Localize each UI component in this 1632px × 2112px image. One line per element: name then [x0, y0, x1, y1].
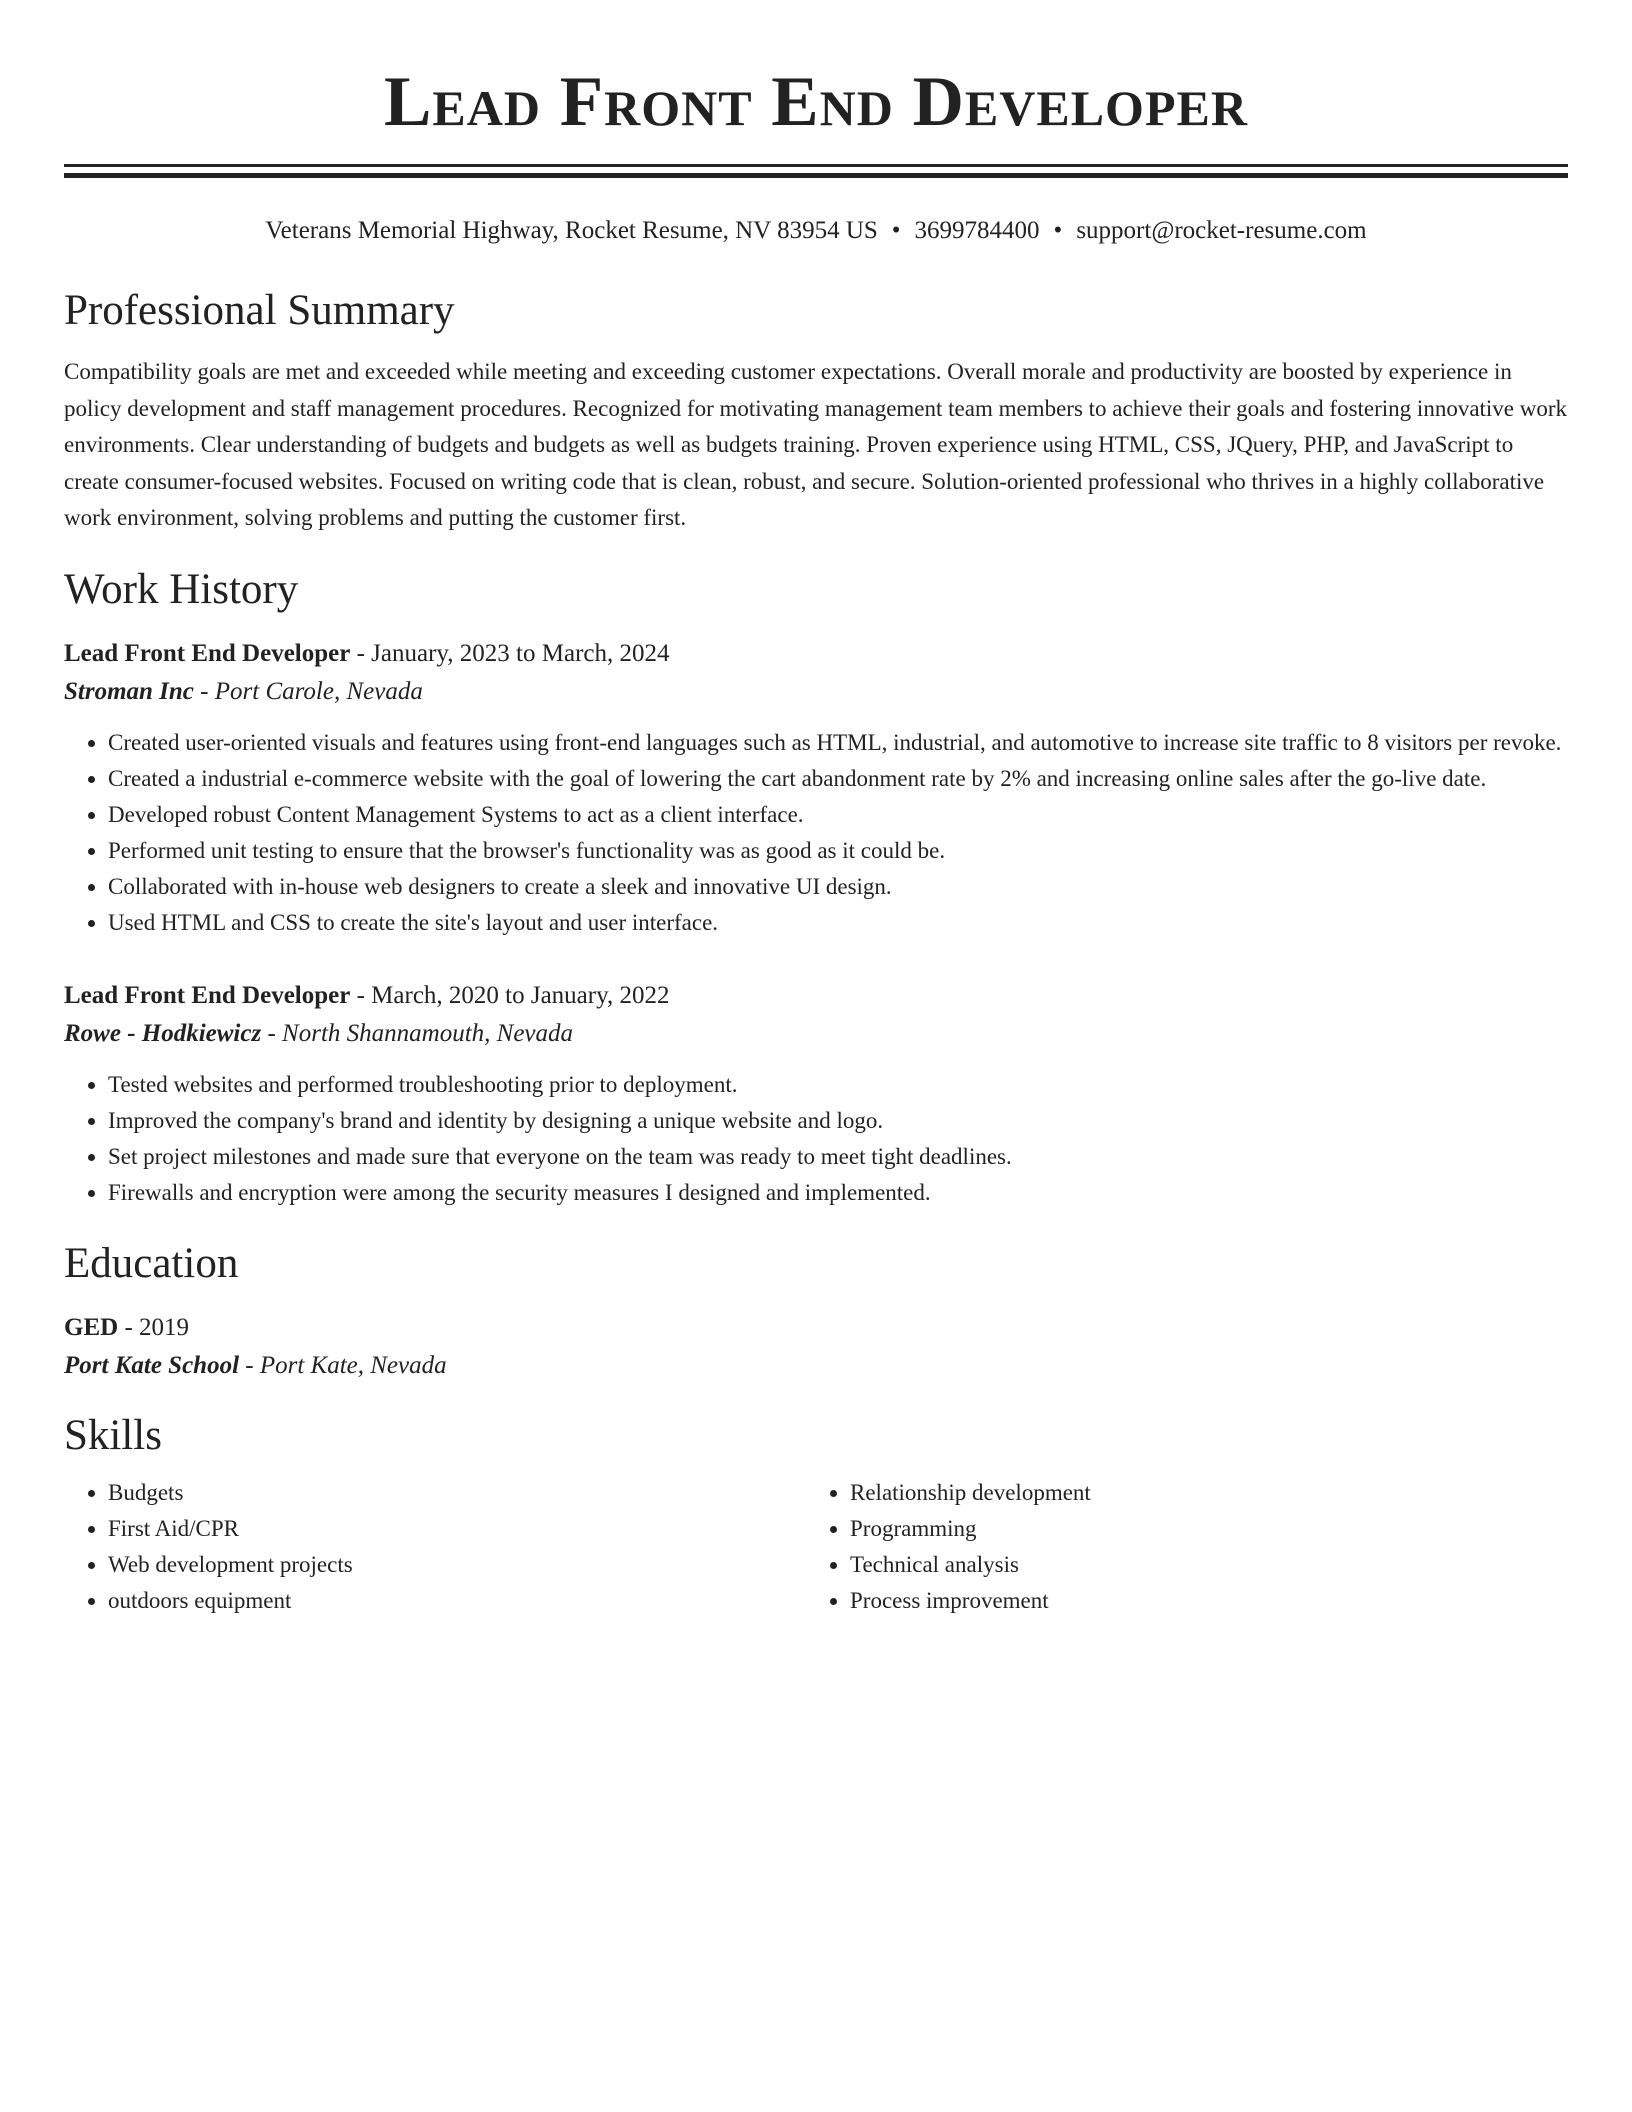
job-bullet: • Improved the company's brand and identity by designing a unique website and logo. — [108, 1103, 1568, 1139]
skill-item: • Process improvement — [850, 1583, 1548, 1619]
school-location: - Port Kate, Nevada — [239, 1351, 447, 1379]
degree-line — [64, 1309, 1568, 1347]
company-name: Stroman Inc — [64, 677, 194, 705]
job-bullet: • Created user-oriented visuals and features using front-end languages such as HTML, industrial, and automotive to increase site traffic to 8 visitors per revoke. — [108, 725, 1568, 761]
job-bullet: • Collaborated with in-house web designers to create a sleek and innovative UI design. — [108, 869, 1568, 905]
job-bullet-list — [64, 1067, 1568, 1211]
job-bullet: • Tested websites and performed troubleshooting prior to deployment. — [108, 1067, 1568, 1103]
job-dates: - January, 2023 to March, 2024 — [350, 639, 670, 667]
job-bullet: • Firewalls and encryption were among the security measures I designed and implemented. — [108, 1175, 1568, 1211]
skills-heading: Skills — [64, 1411, 162, 1459]
skill-item: • outdoors equipment — [108, 1583, 806, 1619]
degree-name: GED — [64, 1313, 119, 1341]
job-bullet: • Performed unit testing to ensure that the browser's functionality was as good as it could be. — [108, 833, 1568, 869]
work-history-heading: Work History — [64, 565, 299, 613]
education-heading: Education — [64, 1239, 239, 1287]
summary-text: Compatibility goals are met and exceeded while meeting and exceeding customer expectations. Overall morale and productivity are boosted by experience in policy development and staff management procedures. Recognized for motivating management team members to achieve their goals and fostering innovative work environments. Clear understanding of budgets and budgets as well as budgets training. Proven experience using HTML, CSS, JQuery, PHP, and JavaScript to create consumer-focused websites. Focused on writing code that is clean, robust, and secure. Solution-oriented professional who thrives in a highly collaborative work environment, solving problems and putting the customer first. — [64, 359, 1568, 530]
job-bullet: • Created a industrial e-commerce website with the goal of lowering the cart abandonment rate by 2% and increasing online sales after the go-live date. — [108, 761, 1568, 797]
job-title-line — [64, 977, 1568, 1015]
company-line — [64, 673, 1568, 711]
header-rule-top — [64, 164, 1568, 167]
job-bullet: • Used HTML and CSS to create the site's layout and user interface. — [108, 905, 1568, 941]
school-name: Port Kate School — [64, 1351, 240, 1379]
education-entry — [64, 1309, 1568, 1385]
resume-title: Lead Front End Developer — [384, 63, 1248, 141]
school-line — [64, 1347, 1568, 1385]
summary-heading: Professional Summary — [64, 287, 455, 334]
skill-item: • First Aid/CPR — [108, 1511, 806, 1547]
contact-separator: • — [1053, 217, 1063, 244]
skill-item: • Relationship development — [850, 1475, 1548, 1511]
skill-item: • Technical analysis — [850, 1547, 1548, 1583]
company-location: - North Shannamouth, Nevada — [261, 1019, 574, 1047]
company-line — [64, 1015, 1568, 1053]
contact-line — [64, 216, 1568, 246]
skills-grid — [64, 1475, 1568, 1619]
skill-item: • Programming — [850, 1511, 1548, 1547]
job-title-line — [64, 635, 1568, 673]
job-entry — [64, 635, 1568, 941]
company-location: - Port Carole, Nevada — [193, 677, 423, 705]
skills-list-right — [806, 1475, 1548, 1619]
contact-separator: • — [891, 217, 901, 244]
degree-year: - 2019 — [118, 1313, 190, 1341]
job-bullet-list — [64, 725, 1568, 941]
job-title: Lead Front End Developer — [64, 639, 351, 667]
contact-phone: 3699784400 — [914, 217, 1040, 244]
header-rule-bottom — [64, 173, 1568, 178]
job-entry — [64, 977, 1568, 1211]
skill-item: • Budgets — [108, 1475, 806, 1511]
company-name: Rowe - Hodkiewicz — [64, 1019, 262, 1047]
skills-list-left — [64, 1475, 806, 1619]
contact-email: support@rocket-resume.com — [1076, 217, 1367, 244]
job-bullet: • Developed robust Content Management Systems to act as a client interface. — [108, 797, 1568, 833]
job-dates: - March, 2020 to January, 2022 — [350, 981, 670, 1009]
skill-item: • Web development projects — [108, 1547, 806, 1583]
job-bullet: • Set project milestones and made sure that everyone on the team was ready to meet tight deadlines. — [108, 1139, 1568, 1175]
job-title: Lead Front End Developer — [64, 981, 351, 1009]
contact-address: Veterans Memorial Highway, Rocket Resume, NV 83954 US — [265, 217, 878, 244]
